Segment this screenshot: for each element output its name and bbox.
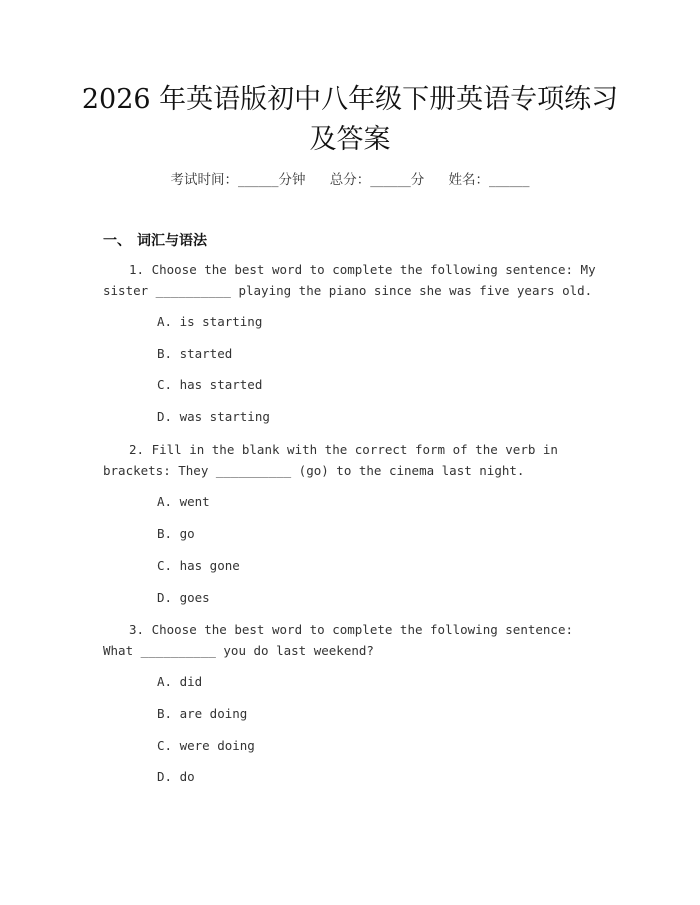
question-3-option-b[interactable]: B. are doing bbox=[157, 706, 248, 721]
question-2-option-c[interactable]: C. has gone bbox=[157, 558, 240, 573]
question-2-option-b[interactable]: B. go bbox=[157, 526, 195, 541]
exam-info bbox=[0, 168, 700, 188]
question-1-option-b[interactable]: B. started bbox=[157, 346, 233, 361]
question-2-option-a[interactable]: A. went bbox=[157, 494, 210, 509]
question-2-option-d[interactable]: D. goes bbox=[157, 590, 210, 605]
question-1: 1. Choose the best word to complete the following sentence: My sister __________ playing the piano since she was five years old. bbox=[103, 262, 596, 298]
question-1-option-d[interactable]: D. was starting bbox=[157, 409, 270, 424]
question-3-option-c[interactable]: C. were doing bbox=[157, 738, 255, 753]
title-line-1: 2026 年英语版初中八年级下册英语专项练习 bbox=[81, 84, 619, 115]
question-1-option-a[interactable]: A. is starting bbox=[157, 314, 263, 329]
exam-score: 总分：______分 bbox=[329, 172, 425, 188]
section-number: 一、 bbox=[103, 233, 131, 249]
exam-time: 考试时间：______分钟 bbox=[170, 172, 306, 188]
page-title bbox=[0, 80, 700, 160]
exam-name: 姓名：______ bbox=[448, 172, 530, 188]
question-3: 3. Choose the best word to complete the following sentence: What __________ you do last weekend? bbox=[103, 622, 574, 658]
question-3-option-a[interactable]: A. did bbox=[157, 674, 203, 689]
question-1-option-c[interactable]: C. has started bbox=[157, 377, 263, 392]
question-2: 2. Fill in the blank with the correct form of the verb in brackets: They __________ (go) to the cinema last night. bbox=[103, 442, 558, 478]
section-heading bbox=[103, 230, 207, 250]
question-3-option-d[interactable]: D. do bbox=[157, 769, 195, 784]
title-line-2: 及答案 bbox=[309, 124, 391, 155]
section-title: 词汇与语法 bbox=[137, 233, 207, 249]
